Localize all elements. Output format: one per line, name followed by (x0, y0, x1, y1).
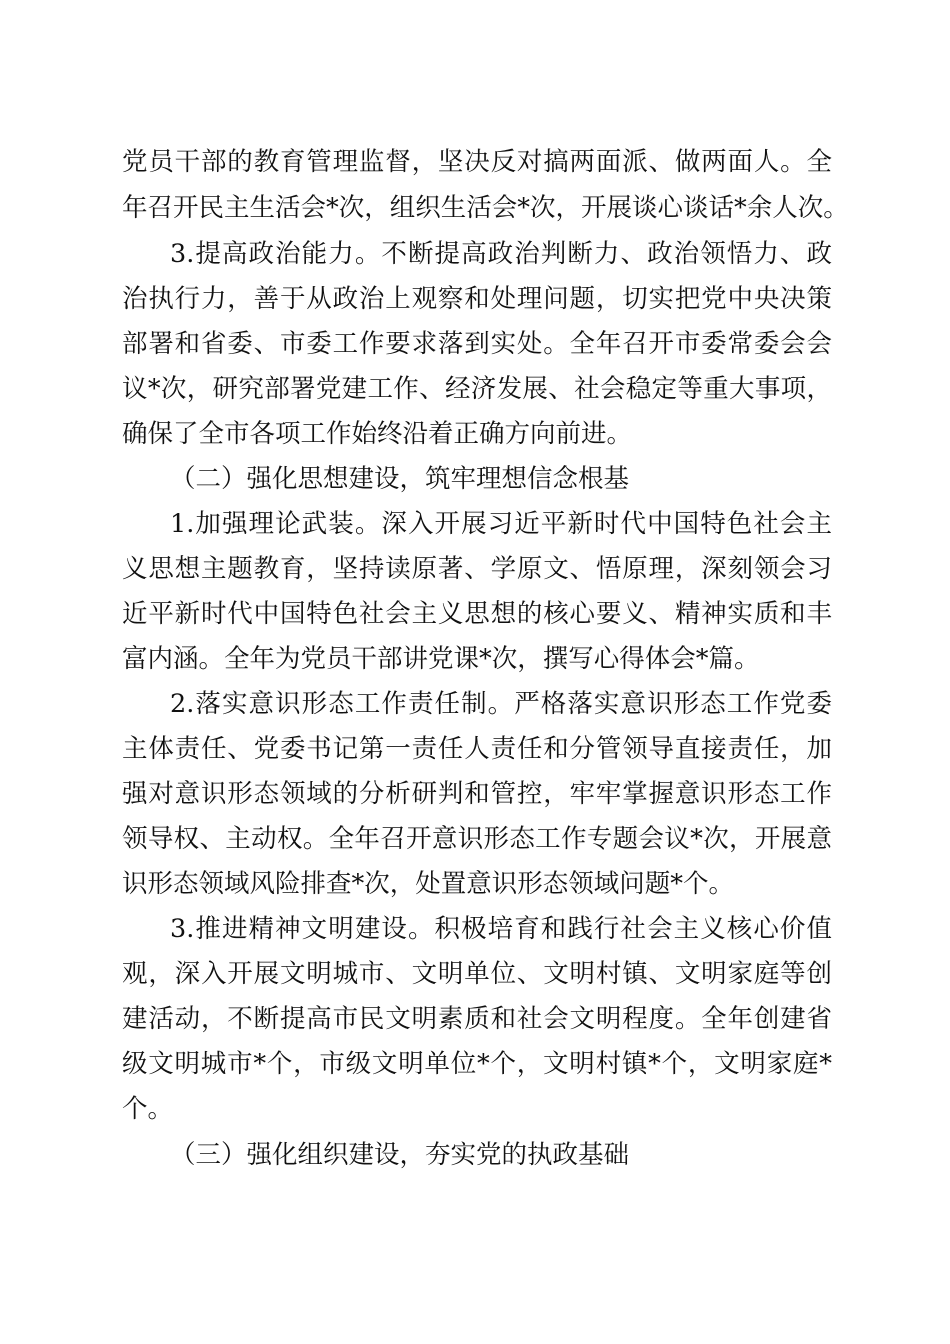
section-heading: （三）强化组织建设，夯实党的执政基础 (170, 1140, 630, 1170)
paragraph-line: 领导权、主动权。全年召开意识形态工作专题会议*次，开展意 (122, 824, 832, 854)
paragraph-line: 1.加强理论武装。深入开展习近平新时代中国特色社会主 (170, 509, 832, 539)
paragraph-line: 近平新时代中国特色社会主义思想的核心要义、精神实质和丰 (122, 599, 832, 629)
section-heading: （二）强化思想建设，筑牢理想信念根基 (170, 464, 630, 494)
paragraph-line: 议*次，研究部署党建工作、经济发展、社会稳定等重大事项， (122, 374, 832, 404)
paragraph-line: 观，深入开展文明城市、文明单位、文明村镇、文明家庭等创 (122, 959, 832, 989)
paragraph-line: 个。 (122, 1094, 174, 1124)
paragraph-line: 3.提高政治能力。不断提高政治判断力、政治领悟力、政 (170, 239, 832, 269)
paragraph-line: 识形态领域风险排查*次，处置意识形态领域问题*个。 (122, 869, 735, 899)
paragraph-line: 主体责任、党委书记第一责任人责任和分管领导直接责任，加 (122, 734, 832, 764)
paragraph-line: 级文明城市*个，市级文明单位*个，文明村镇*个，文明家庭* (122, 1049, 832, 1079)
paragraph-line: 义思想主题教育，坚持读原著、学原文、悟原理，深刻领会习 (122, 554, 832, 584)
paragraph-line: 治执行力，善于从政治上观察和处理问题，切实把党中央决策 (122, 284, 832, 314)
paragraph-line: 3.推进精神文明建设。积极培育和践行社会主义核心价值 (170, 914, 832, 944)
paragraph-line: 强对意识形态领域的分析研判和管控，牢牢掌握意识形态工作 (122, 779, 832, 809)
paragraph-line: 建活动，不断提高市民文明素质和社会文明程度。全年创建省 (122, 1004, 832, 1034)
paragraph-line: 富内涵。全年为党员干部讲党课*次，撰写心得体会*篇。 (122, 644, 760, 674)
paragraph-line: 2.落实意识形态工作责任制。严格落实意识形态工作党委 (170, 689, 832, 719)
paragraph-line: 年召开民主生活会*次，组织生活会*次，开展谈心谈话*余人次。 (122, 193, 849, 223)
paragraph-line: 党员干部的教育管理监督，坚决反对搞两面派、做两面人。全 (122, 147, 832, 177)
paragraph-line: 部署和省委、市委工作要求落到实处。全年召开市委常委会会 (122, 329, 832, 359)
paragraph-line: 确保了全市各项工作始终沿着正确方向前进。 (122, 419, 633, 449)
